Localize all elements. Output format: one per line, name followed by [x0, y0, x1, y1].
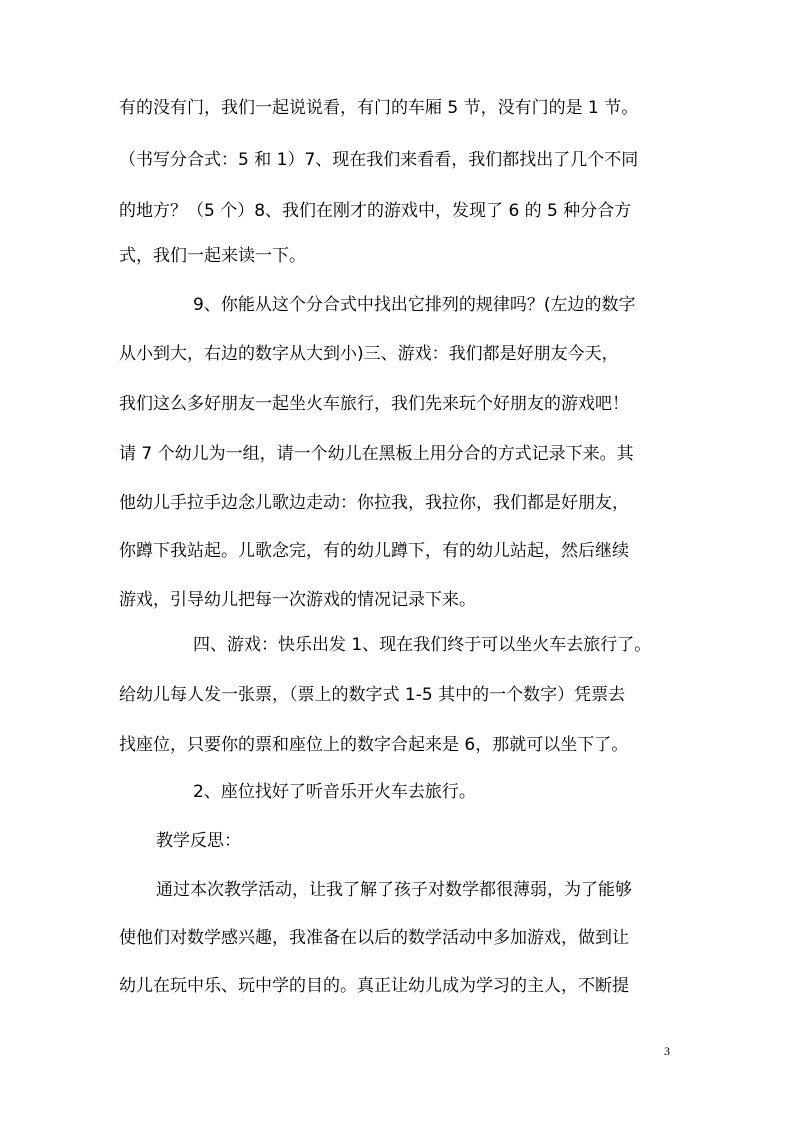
- text-line: 找座位，只要你的票和座位上的数字合起来是 6，那就可以坐下了。: [119, 735, 629, 755]
- text-line: 9、你能从这个分合式中找出它排列的规律吗？(左边的数字: [193, 295, 636, 315]
- text-line: 通过本次教学活动，让我了解了孩子对数学都很薄弱，为了能够: [156, 880, 632, 900]
- text-line: 他幼儿手拉手边念儿歌边走动：你拉我，我拉你，我们都是好朋友，: [119, 493, 629, 513]
- text-line: 请 7 个幼儿为一组，请一个幼儿在黑板上用分合的方式记录下来。其: [119, 444, 634, 464]
- text-line: （书写分合式：5 和 1）7、现在我们来看看，我们都找出了几个不同: [119, 150, 639, 170]
- text-line: 式，我们一起来读一下。: [119, 246, 306, 266]
- text-line: 使他们对数学感兴趣，我准备在以后的数学活动中多加游戏，做到让: [119, 928, 629, 948]
- text-line: 你蹲下我站起。儿歌念完，有的幼儿蹲下，有的幼儿站起，然后继续: [119, 541, 629, 561]
- text-line: 2、座位找好了听音乐开火车去旅行。: [193, 782, 476, 802]
- text-line: 给幼儿每人发一张票，（票上的数字式 1-5 其中的一个数字）凭票去: [119, 685, 626, 705]
- text-line: 四、游戏：快乐出发 1、现在我们终于可以坐火车去旅行了。: [193, 635, 652, 655]
- text-line: 我们这么多好朋友一起坐火车旅行，我们先来玩个好朋友的游戏吧！: [119, 394, 629, 414]
- text-line: 幼儿在玩中乐、玩中学的目的。真正让幼儿成为学习的主人，不断提: [119, 976, 629, 996]
- page-number: 3: [664, 1044, 670, 1058]
- text-line: 从小到大，右边的数字从大到小)三、游戏：我们都是好朋友今天，: [119, 344, 619, 364]
- section-heading: 教学反思：: [156, 831, 241, 851]
- text-line: 有的没有门，我们一起说说看，有门的车厢 5 节，没有门的是 1 节。: [119, 98, 639, 118]
- text-line: 的地方？（5 个）8、我们在刚才的游戏中，发现了 6 的 5 种分合方: [119, 201, 632, 221]
- text-line: 游戏，引导幼儿把每一次游戏的情况记录下来。: [119, 590, 476, 610]
